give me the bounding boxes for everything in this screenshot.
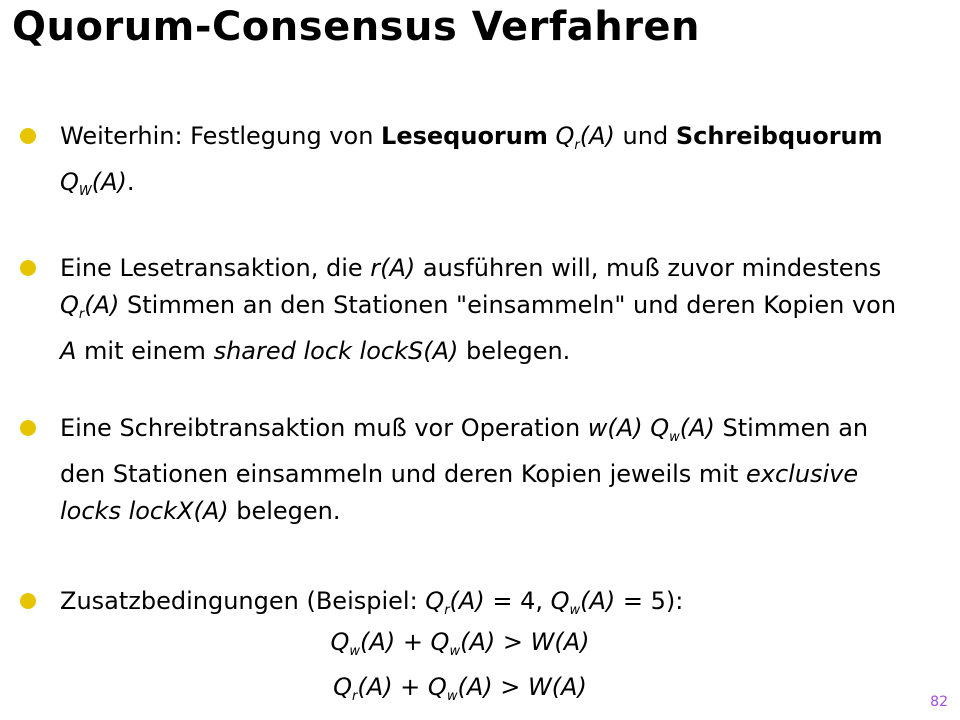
page-number: 82 — [930, 694, 948, 710]
bullet-dot-icon — [20, 420, 36, 436]
formula-write-condition: $Q_w(A) + Q_w(A) > W(A)$ — [330, 628, 590, 659]
bullet-text: Eine Schreibtransaktion muß vor Operation w(A) $Q_w(A)$ Stimmen an den Stationen einsammeln und deren Kopien jeweils mit exclusive locks lockX(A) belegen. — [60, 414, 869, 525]
slide-title: Quorum-Consensus Verfahren — [12, 4, 701, 50]
bullet-text: Eine Lesetransaktion, die r(A) ausführen will, muß zuvor mindestens $Q_r(A)$ Stimmen an den Stationen "einsammeln" und deren Kopien von A mit einem shared lock lockS(A) belegen. — [60, 254, 897, 365]
formula-read-condition: $Q_r(A) + Q_w(A) > W(A)$ — [333, 673, 587, 704]
bullet-text: Weiterhin: Festlegung von Lesequorum $Q_r(A)$ und Schreibquorum $Q_W(A)$. — [60, 122, 883, 199]
bullet-dot-icon — [20, 260, 36, 276]
bullet-dot-icon — [20, 593, 36, 609]
bullet-text: Zusatzbedingungen (Beispiel: $Q_r(A) = 4$, $Q_w(A) = 5$): — [60, 587, 684, 618]
bullet-dot-icon — [20, 128, 36, 144]
